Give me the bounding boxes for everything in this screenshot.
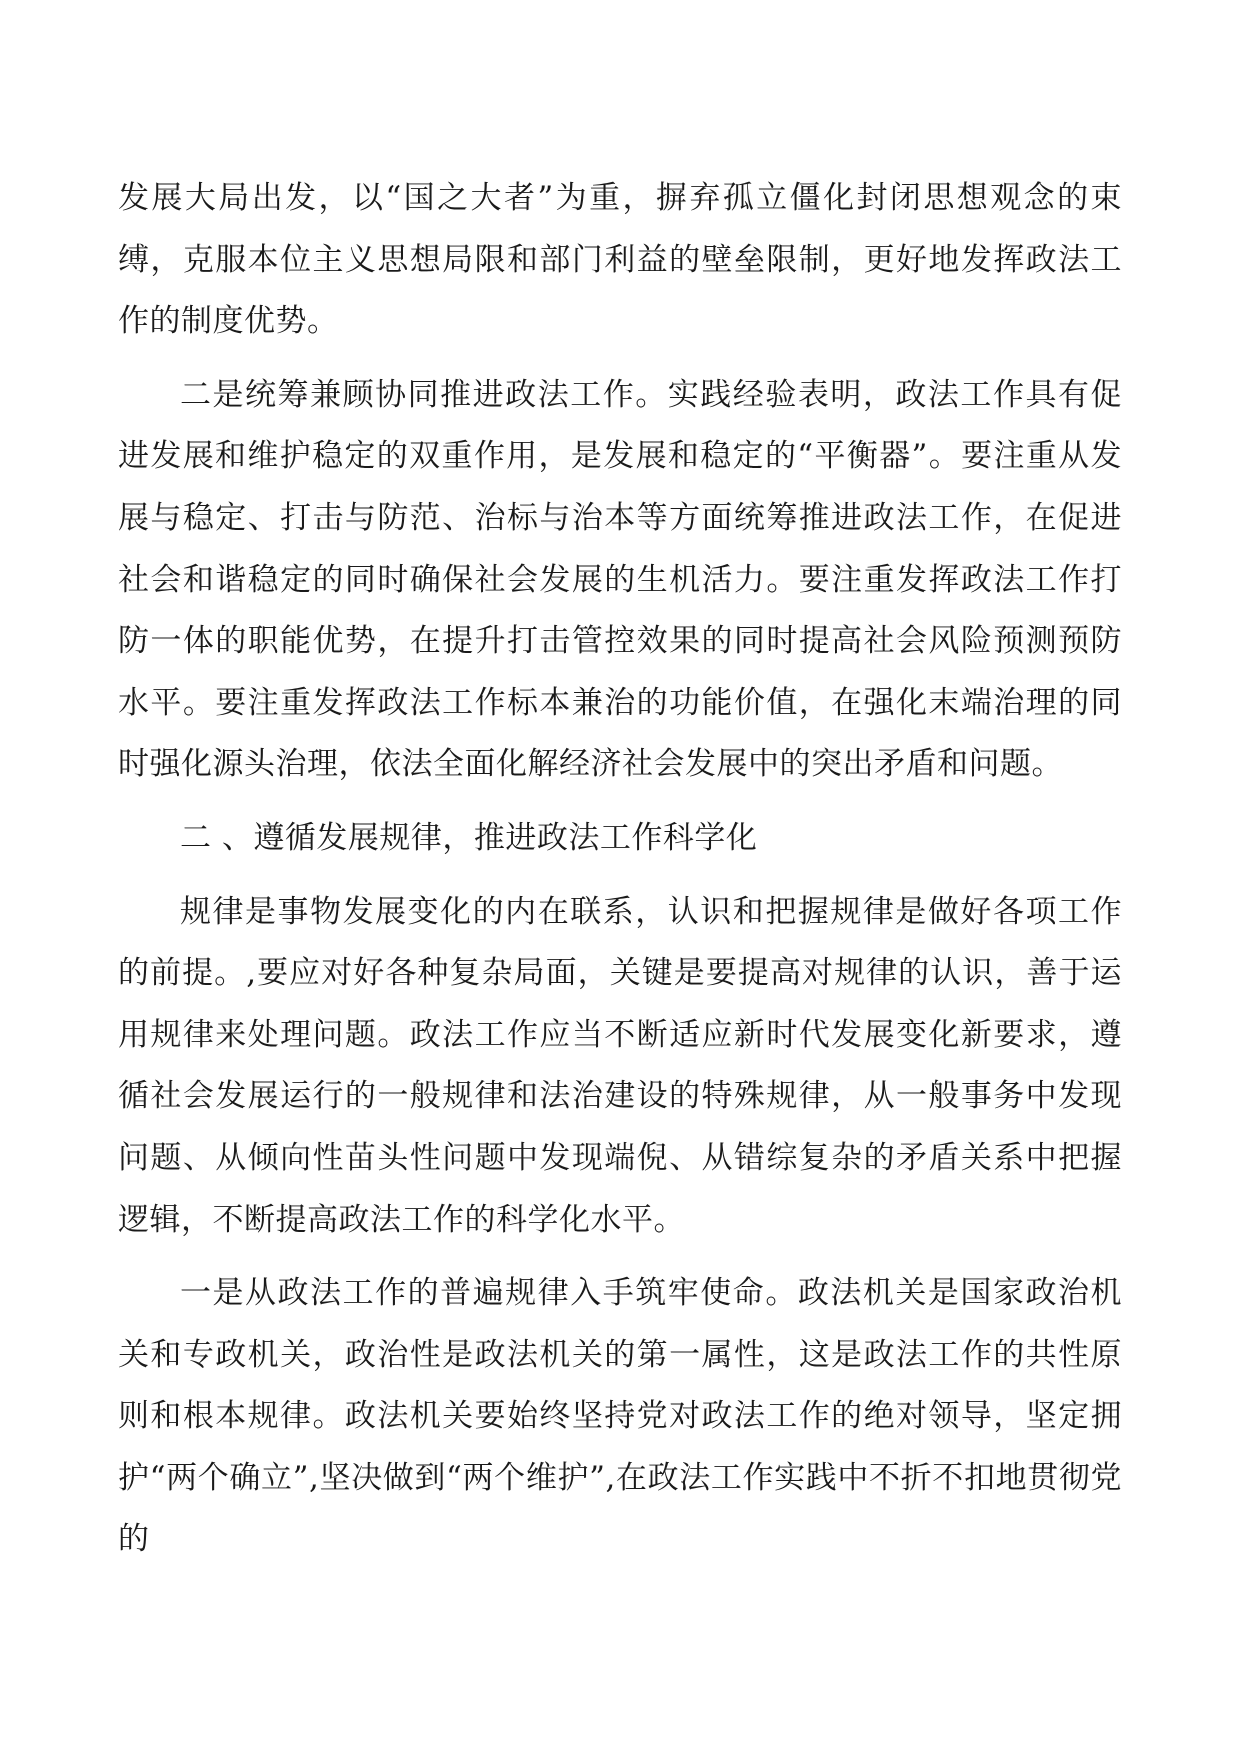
paragraph-continuation: 发展大局出发，以“国之大者”为重，摒弃孤立僵化封闭思想观念的束缚，克服本位主义思想局限和部门利益的壁垒限制，更好地发挥政法工作的制度优势。 [118,180,1122,340]
document-body [118,168,1122,1571]
paragraph-body: 规律是事物发展变化的内在联系，认识和把握规律是做好各项工作的前提。,要应对好各种复杂局面，关键是要提高对规律的认识，善于运用规律来处理问题。政法工作应当不断适应新时代发展变化新要求，遵循社会发展运行的一般规律和法治建设的特殊规律，从一般事务中发现问题、从倾向性苗头性问题中发现端倪、从错综复杂的矛盾关系中把握逻辑，不断提高政法工作的科学化水平。 [118,893,1122,1238]
section-heading: 二 、遵循发展规律，推进政法工作科学化 [180,819,758,856]
paragraph-body: 二是统筹兼顾协同推进政法工作。实践经验表明，政法工作具有促进发展和维护稳定的双重作用，是发展和稳定的“平衡器”。要注重从发展与稳定、打击与防范、治标与治本等方面统筹推进政法工作，在促进社会和谐稳定的同时确保社会发展的生机活力。要注重发挥政法工作打防一体的职能优势，在提升打击管控效果的同时提高社会风险预测预防水平。要注重发挥政法工作标本兼治的功能价值，在强化末端治理的同时强化源头治理，依法全面化解经济社会发展中的突出矛盾和问题。 [118,376,1122,783]
paragraph-body: 一是从政法工作的普遍规律入手筑牢使命。政法机关是国家政治机关和专政机关，政治性是政法机关的第一属性，这是政法工作的共性原则和根本规律。政法机关要始终坚持党对政法工作的绝对领导，坚定拥护“两个确立”,坚决做到“两个维护”,在政法工作实践中不折不扣地贯彻党的 [118,1275,1122,1558]
